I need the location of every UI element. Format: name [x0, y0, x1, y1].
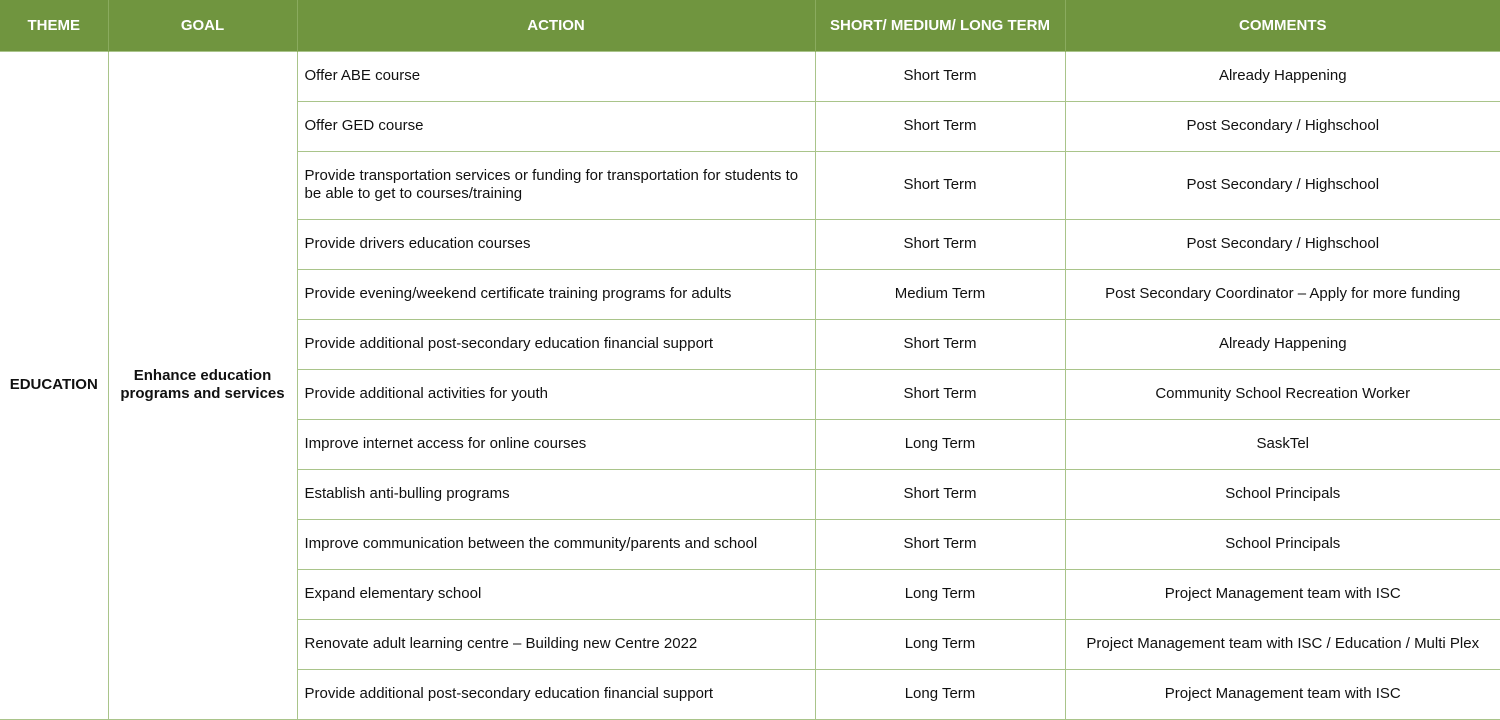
term-cell: Short Term — [815, 519, 1065, 569]
table-header — [0, 0, 1500, 51]
comment-cell: Post Secondary Coordinator – Apply for more funding — [1065, 269, 1500, 319]
header-term: SHORT/ MEDIUM/ LONG TERM — [815, 0, 1065, 51]
action-cell: Offer GED course — [297, 101, 815, 151]
term-cell: Long Term — [815, 669, 1065, 719]
comment-cell: Already Happening — [1065, 51, 1500, 101]
action-cell: Provide evening/weekend certificate training programs for adults — [297, 269, 815, 319]
theme-cell: EDUCATION — [0, 51, 108, 719]
term-cell: Short Term — [815, 469, 1065, 519]
action-cell: Improve communication between the community/parents and school — [297, 519, 815, 569]
term-cell: Long Term — [815, 419, 1065, 469]
action-cell: Establish anti-bulling programs — [297, 469, 815, 519]
comment-cell: Project Management team with ISC — [1065, 569, 1500, 619]
action-cell: Provide transportation services or funding for transportation for students to be able to get to courses/training — [297, 151, 815, 219]
action-cell: Renovate adult learning centre – Building new Centre 2022 — [297, 619, 815, 669]
comment-cell: SaskTel — [1065, 419, 1500, 469]
header-comments: COMMENTS — [1065, 0, 1500, 51]
term-cell: Short Term — [815, 219, 1065, 269]
header-goal: GOAL — [108, 0, 297, 51]
action-cell: Improve internet access for online courses — [297, 419, 815, 469]
comment-cell: School Principals — [1065, 519, 1500, 569]
header-theme: THEME — [0, 0, 108, 51]
header-action: ACTION — [297, 0, 815, 51]
action-cell: Provide additional activities for youth — [297, 369, 815, 419]
term-cell: Short Term — [815, 51, 1065, 101]
action-cell: Offer ABE course — [297, 51, 815, 101]
comment-cell: School Principals — [1065, 469, 1500, 519]
term-cell: Short Term — [815, 101, 1065, 151]
header-row — [0, 0, 1500, 51]
action-cell: Provide drivers education courses — [297, 219, 815, 269]
comment-cell: Project Management team with ISC — [1065, 669, 1500, 719]
term-cell: Short Term — [815, 319, 1065, 369]
action-cell: Provide additional post-secondary education financial support — [297, 319, 815, 369]
comment-cell: Post Secondary / Highschool — [1065, 101, 1500, 151]
term-cell: Short Term — [815, 151, 1065, 219]
comment-cell: Post Secondary / Highschool — [1065, 219, 1500, 269]
term-cell: Short Term — [815, 369, 1065, 419]
table-row — [0, 51, 1500, 101]
term-cell: Medium Term — [815, 269, 1065, 319]
action-cell: Provide additional post-secondary education financial support — [297, 669, 815, 719]
table-body — [0, 51, 1500, 719]
comment-cell: Project Management team with ISC / Education / Multi Plex — [1065, 619, 1500, 669]
comment-cell: Community School Recreation Worker — [1065, 369, 1500, 419]
action-cell: Expand elementary school — [297, 569, 815, 619]
goal-cell: Enhance education programs and services — [108, 51, 297, 719]
comment-cell: Post Secondary / Highschool — [1065, 151, 1500, 219]
term-cell: Long Term — [815, 569, 1065, 619]
comment-cell: Already Happening — [1065, 319, 1500, 369]
term-cell: Long Term — [815, 619, 1065, 669]
